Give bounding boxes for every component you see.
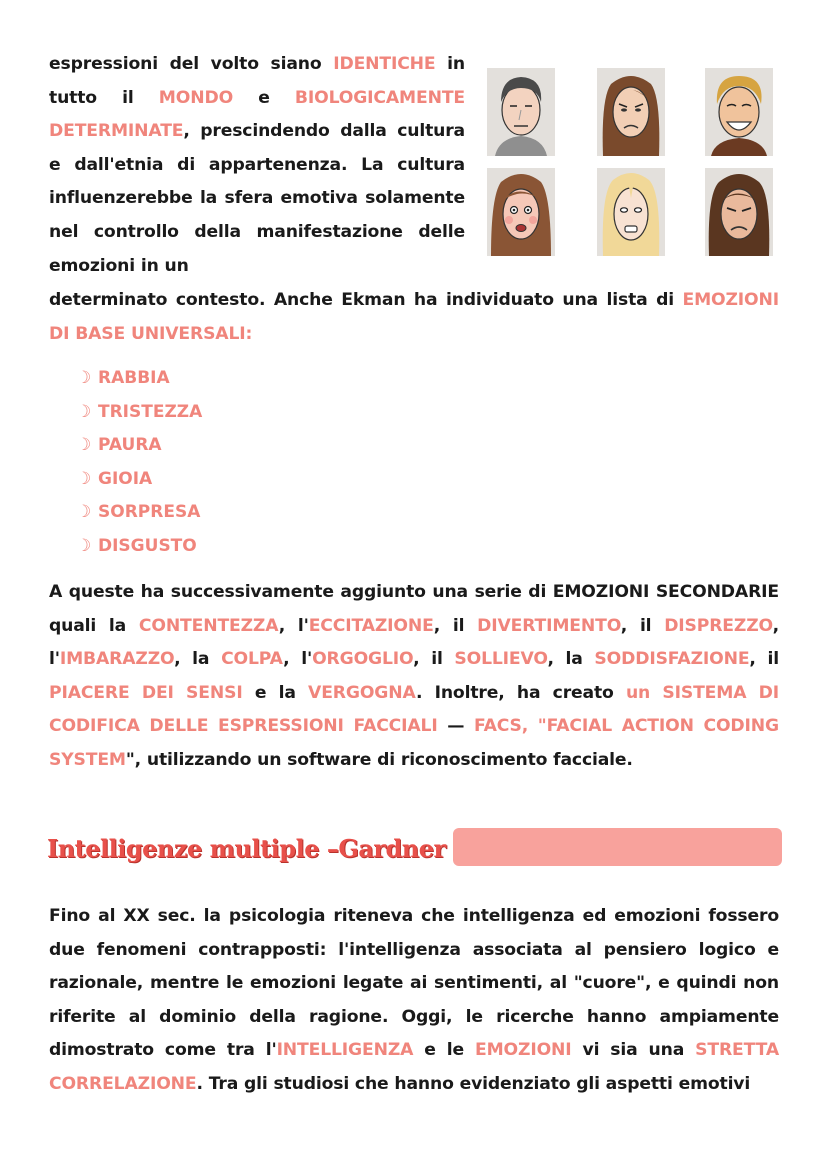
face-disgust-image xyxy=(705,168,773,256)
moon-bullet-icon: ☽ xyxy=(76,535,92,556)
paragraph-intelligence: Fino al XX sec. la psicologia riteneva che intelligenza ed emozioni fossero due fenomeni contrapposti: l'intelligenza associata al pensiero logico e razionale, mentre le emozioni legate ai sentimenti, al "cuore", e quindi non riferite al dominio della ragione. Oggi, le ricerche hanno ampiamente dimostrato come tra l'INTELLIGENZA e le EMOZIONI vi sia una STRETTA CORRELAZIONE. Tra gli studiosi che hanno evidenziato gli aspetti emotivi xyxy=(49,906,779,1094)
highlight-identiche: IDENTICHE xyxy=(333,54,436,74)
highlight-emozioni-di-base: EMOZIONI DI BASE UNIVERSALI: xyxy=(49,290,779,344)
paragraph-secondary-emotions: A queste ha successivamente aggiunto una serie di EMOZIONI SECONDARIE quali la CONTENTEZZA, l'ECCITAZIONE, il DIVERTIMENTO, il DISPREZZO, l'IMBARAZZO, la COLPA, l'ORGOGLIO, il SOLLIEVO, la SODDISFAZIONE, il PIACERE DEI SENSI e la VERGOGNA. Inoltre, ha creato un SISTEMA DI CODIFICA DELLE ESPRESSIONI FACCIALI — FACS, "FACIAL ACTION CODING SYSTEM", utilizzando un software di riconoscimento facciale. xyxy=(49,582,779,770)
heading-decoration-bar xyxy=(453,828,782,866)
section-title: Intelligenze multiple –Gardner xyxy=(47,834,446,863)
list-item: ☽ PAURA xyxy=(76,429,202,463)
face-happiness-image xyxy=(705,68,773,156)
list-item: ☽ RABBIA xyxy=(76,362,202,396)
face-surprise-image xyxy=(597,168,665,256)
paragraph-ekman-list-intro: determinato contesto. Anche Ekman ha individuato una lista di EMOZIONI DI BASE UNIVERSALI: xyxy=(49,290,779,344)
moon-bullet-icon: ☽ xyxy=(76,401,92,422)
paragraph-ekman-intro: espressioni del volto siano IDENTICHE in tutto il MONDO e BIOLOGICAMENTE DETERMINATE, prescindendo dalla cultura e dall'etnia di appartenenza. La cultura influenzerebbe la sfera emotiva solamente nel controllo della manifestazione delle emozioni in un xyxy=(49,54,465,276)
list-item: ☽ TRISTEZZA xyxy=(76,396,202,430)
facial-expressions-illustration xyxy=(487,68,777,258)
face-fear-image xyxy=(487,168,555,256)
face-sadness-image xyxy=(597,68,665,156)
list-item: ☽ DISGUSTO xyxy=(76,530,202,564)
list-item: ☽ GIOIA xyxy=(76,463,202,497)
highlight-biologicamente-determinate: BIOLOGICAMENTE DETERMINATE xyxy=(49,87,465,142)
moon-bullet-icon: ☽ xyxy=(76,502,92,523)
moon-bullet-icon: ☽ xyxy=(76,435,92,456)
moon-bullet-icon: ☽ xyxy=(76,468,92,489)
face-neutral-image xyxy=(487,68,555,156)
moon-bullet-icon: ☽ xyxy=(76,368,92,388)
list-item: ☽ SORPRESA xyxy=(76,496,202,530)
section-heading xyxy=(47,826,782,870)
highlight-mondo: MONDO xyxy=(158,87,234,108)
basic-emotions-list xyxy=(76,362,202,564)
